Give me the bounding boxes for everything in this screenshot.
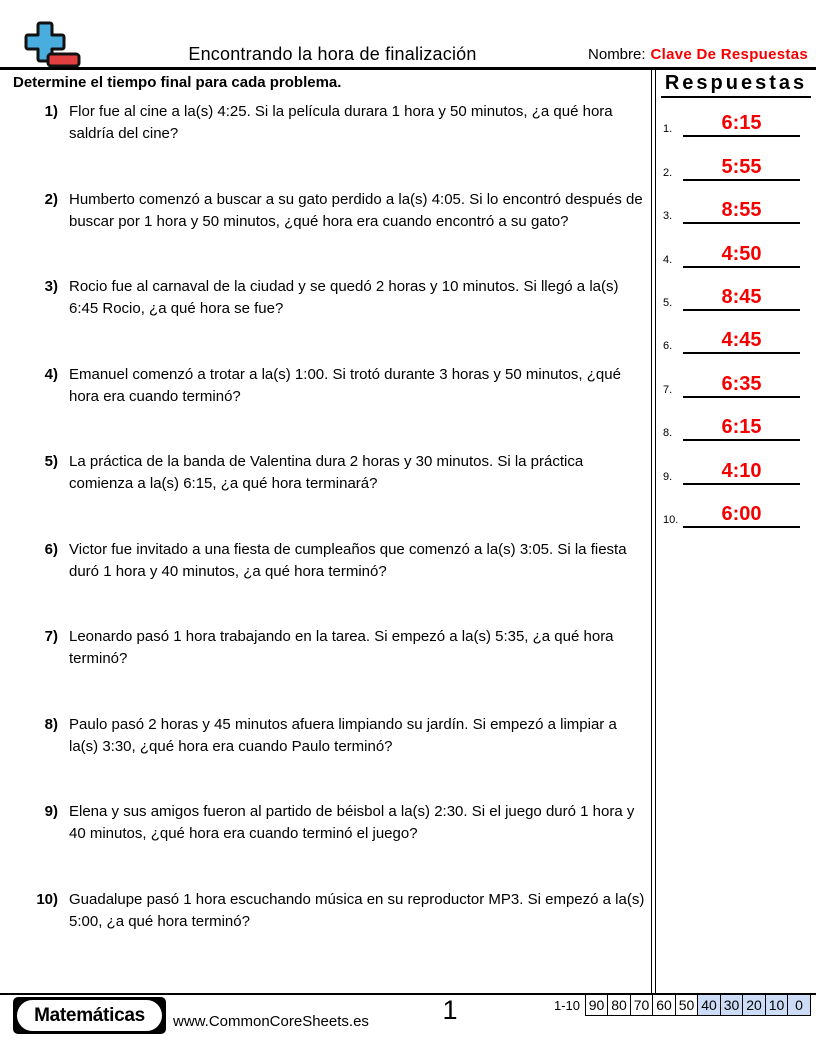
problem-1 [14,101,650,189]
answer-number: 1. [663,123,673,136]
problem-4 [14,364,650,452]
answer-value: 8:55 [683,200,800,224]
problem-5 [14,451,650,539]
answer-number: 3. [663,210,673,223]
answer-number: 5. [663,296,673,309]
problem-text: Emanuel comenzó a trotar a la(s) 1:00. Si trotó durante 3 horas y 50 minutos, ¿qué hora era cuando terminó? [69,365,621,405]
brand-badge [13,997,166,1034]
name-value: Clave De Respuestas [650,46,808,63]
score-cell: 80 [607,994,631,1016]
score-cell: 20 [742,994,766,1016]
answer-number: 9. [663,470,673,483]
problem-7 [14,626,650,714]
plus-minus-logo-icon [23,20,81,69]
problem-number: 7) [44,628,58,645]
score-cell: 10 [765,994,789,1016]
problem-2 [14,189,650,277]
answers-list [656,94,816,528]
answer-value: 6:00 [683,504,800,528]
answer-row-8 [656,398,816,441]
problem-number: 10) [36,890,58,908]
score-cell: 70 [630,994,654,1016]
answer-number: 7. [663,383,673,396]
score-cell: 60 [652,994,676,1016]
problem-8 [14,714,650,802]
score-cell: 50 [675,994,699,1016]
answers-title: Respuestas [656,72,816,95]
problem-number: 6) [44,540,58,558]
answer-number: 2. [663,166,673,179]
problem-text: Rocio fue al carnaval de la ciudad y se quedó 2 horas y 10 minutos. Si llegó a la(s) 6:45 Rocio, ¿a qué hora se fue? [69,278,619,317]
answer-number: 8. [663,427,673,440]
problem-list [14,101,650,976]
instruction-text: Determine el tiempo final para cada problema. [13,74,342,91]
problem-number: 9) [44,803,58,820]
answer-row-2 [656,137,816,180]
problem-number: 1) [44,103,58,120]
name-row [588,46,808,63]
name-label: Nombre: [588,46,646,63]
answer-value: 8:45 [683,287,800,311]
problem-number: 3) [44,278,58,295]
problem-number: 4) [44,365,58,383]
answer-value: 6:35 [683,374,800,398]
answer-row-3 [656,181,816,224]
answer-value: 6:15 [683,417,800,441]
problem-text: Leonardo pasó 1 hora trabajando en la tarea. Si empezó a la(s) 5:35, ¿a qué hora terminó? [69,628,614,667]
problem-text: Guadalupe pasó 1 hora escuchando música en su reproductor MP3. Si empezó a la(s) 5:00, ¿a qué hora terminó? [69,890,645,930]
answer-number: 4. [663,253,673,266]
score-table [554,994,811,1016]
brand-name: Matemáticas [17,1000,162,1031]
answer-value: 4:10 [683,461,800,485]
header-rule [0,67,816,70]
answer-row-4 [656,224,816,267]
problem-text: Paulo pasó 2 horas y 45 minutos afuera limpiando su jardín. Si empezó a limpiar a la(s) 3:30, ¿qué hora era cuando Paulo terminó? [69,715,617,755]
problem-number: 2) [44,190,58,208]
page-number: 1 [442,995,458,1025]
problem-text: Humberto comenzó a buscar a su gato perdido a la(s) 4:05. Si lo encontró después de buscar por 1 hora y 50 minutos, ¿qué hora era cuando encontró a su gato? [69,190,643,230]
answer-number: 10. [663,513,679,526]
answer-value: 4:50 [683,244,800,268]
answer-value: 5:55 [683,157,800,181]
problem-text: Elena y sus amigos fueron al partido de béisbol a la(s) 2:30. Si el juego duró 1 hora y 40 minutos, ¿qué hora era cuando terminó el juego? [69,803,635,842]
problem-9 [14,801,650,889]
problem-text: Victor fue invitado a una fiesta de cumpleaños que comenzó a la(s) 3:05. Si la fiesta duró 1 hora y 40 minutos, ¿a qué hora terminó? [69,540,627,580]
answer-row-6 [656,311,816,354]
answer-value: 6:15 [683,113,800,137]
problem-3 [14,276,650,364]
score-range-label: 1-10 [553,997,580,1013]
website-url: www.CommonCoreSheets.es [173,1013,369,1030]
problem-6 [14,539,650,627]
score-cell: 40 [697,994,721,1016]
score-cell: 0 [787,994,811,1016]
answer-row-1 [656,94,816,137]
score-cell: 90 [585,994,609,1016]
problem-number: 8) [44,715,58,733]
score-cell: 30 [720,994,744,1016]
answer-number: 6. [663,340,673,353]
answer-row-5 [656,268,816,311]
problem-text: Flor fue al cine a la(s) 4:25. Si la película durara 1 hora y 50 minutos, ¿a qué hora saldría del cine? [69,103,613,142]
answer-row-7 [656,354,816,397]
page-title: Encontrando la hora de finalización [188,44,477,64]
problem-text: La práctica de la banda de Valentina dura 2 horas y 30 minutos. Si la práctica comienza a la(s) 6:15, ¿a qué hora terminará? [69,453,584,492]
problem-10 [14,889,650,977]
answer-row-9 [656,441,816,484]
problem-number: 5) [44,453,58,470]
answer-value: 4:45 [683,330,800,354]
answer-row-10 [656,485,816,528]
